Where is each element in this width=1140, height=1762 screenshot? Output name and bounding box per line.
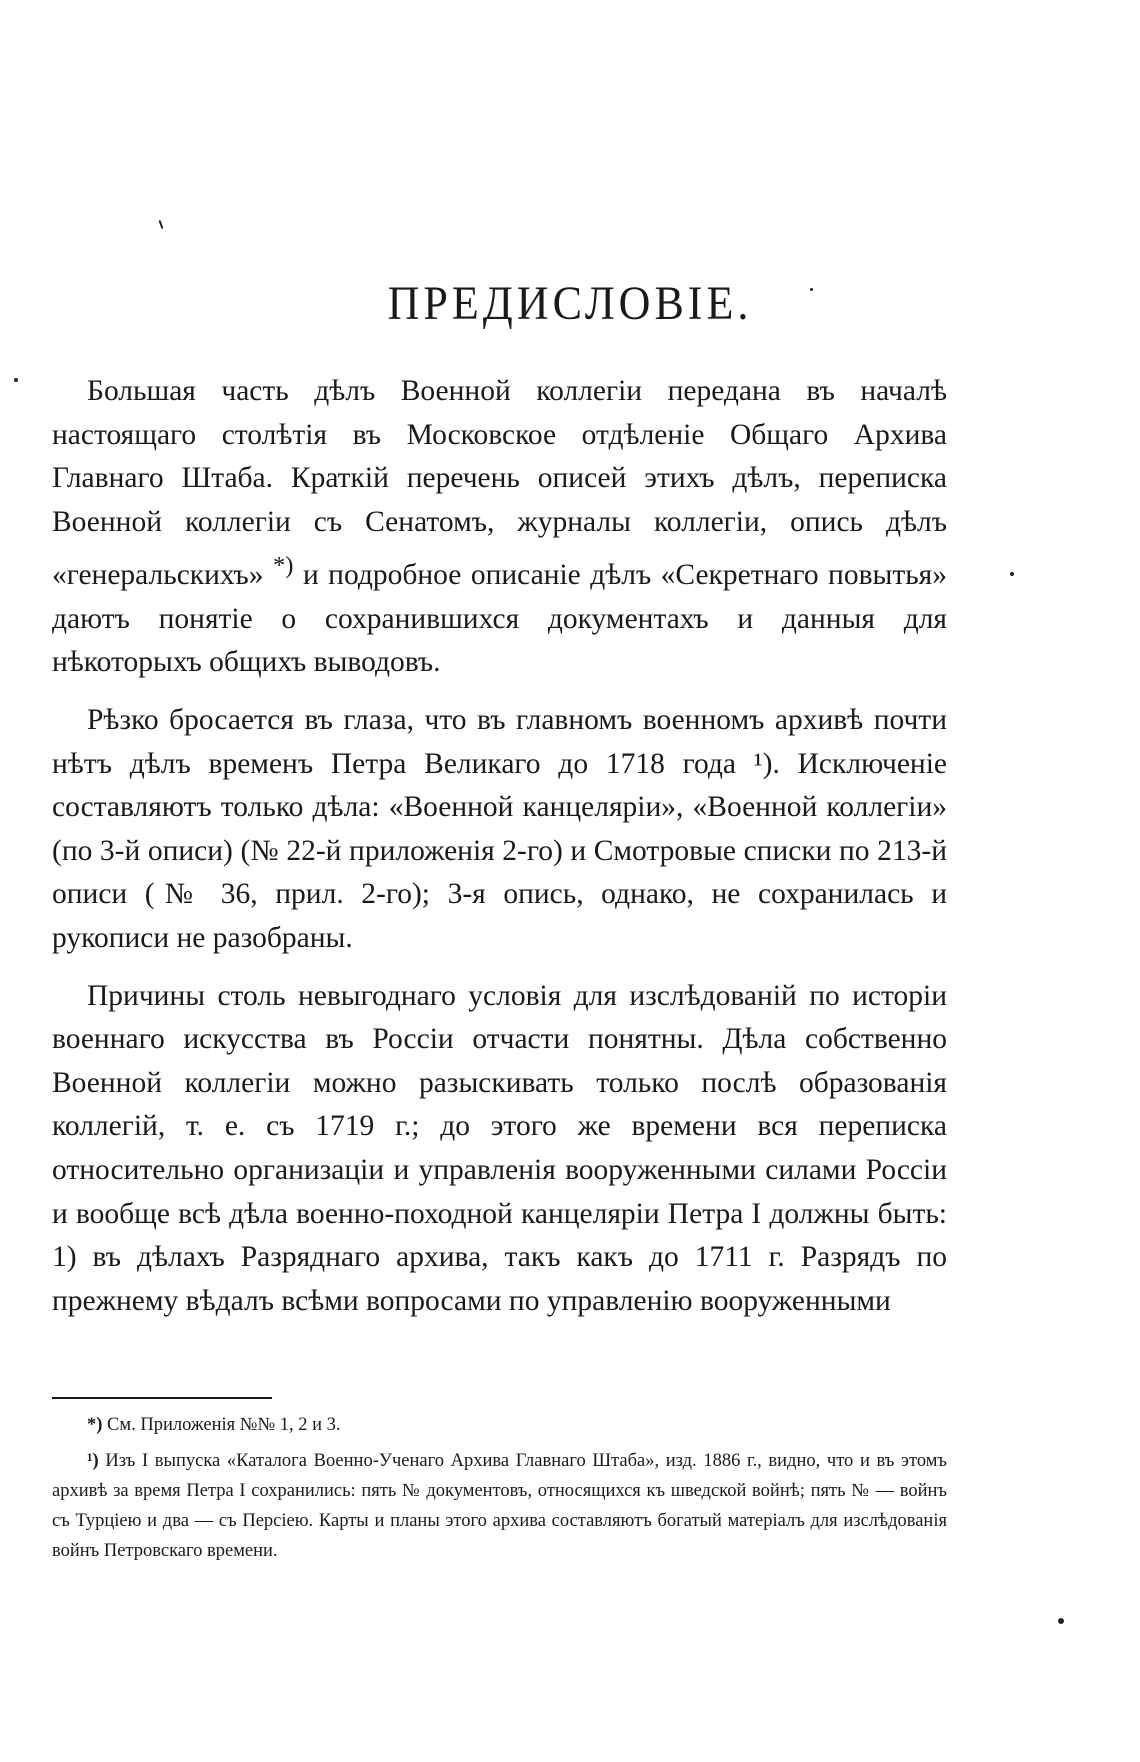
print-speck-bottom xyxy=(1058,1618,1064,1624)
print-speck-top xyxy=(159,220,164,229)
footnote-asterisk-text: См. Приложенія №№ 1, 2 и 3. xyxy=(102,1415,341,1435)
footnote-ref-one: ¹). xyxy=(753,747,780,780)
footnote-one xyxy=(52,1446,947,1566)
footnote-one-mark: ¹) xyxy=(87,1451,99,1471)
paragraph-1-lead: Большая часть дѣлъ Военной коллегіи передана въ началѣ настоящаго столѣтія въ Московское отдѣленіе Общаго Архива Главнаго Штаба. Краткій перечень описей этихъ дѣлъ, переписка Военной коллегіи съ Сенатомъ, журналы коллегіи, опись дѣлъ «генеральскихъ» xyxy=(52,375,947,592)
footnote-one-text: Изъ I выпуска «Каталога Военно-Ученаго Архива Главнаго Штаба», изд. 1886 г., видно, что и въ этомъ архивѣ за время Петра I сохранились: пять № документовъ, относящихся къ шведской войнѣ; пять № — войнъ съ Турціею и два — съ Персіею. Карты и планы этого архива составляютъ богатый матеріалъ для изслѣдованія войнъ Петровскаго времени. xyxy=(52,1451,947,1561)
paragraph-2-tail: Исключеніе составляютъ только дѣла: «Военной канцеляріи», «Военной коллегіи» (по 3-й описи) (№ 22-й приложенія 2-го) и Смотровые списки по 213-й описи (№ 36, прил. 2-го); 3-я опись, однако, не сохранилась и рукописи не разобраны. xyxy=(52,747,947,954)
footnotes xyxy=(52,1410,947,1566)
page-title: ПРЕДИСЛОВІЕ. xyxy=(387,277,753,330)
footnote-asterisk-mark: *) xyxy=(87,1415,103,1435)
footnote-divider xyxy=(52,1397,272,1399)
paragraph-2-lead: Рѣзко бросается въ глаза, что въ главномъ военномъ архивѣ почти нѣтъ дѣлъ временъ Петра Великаго до 1718 года xyxy=(52,703,947,780)
print-speck-left xyxy=(14,378,18,382)
paragraph-1-tail: и подробное описаніе дѣлъ «Секретнаго повытья» даютъ понятіе о сохранившихся документахъ и данныя для нѣкоторыхъ общихъ выводовъ. xyxy=(52,559,948,679)
paragraph-1 xyxy=(52,370,947,685)
paragraph-2 xyxy=(52,699,947,961)
print-speck-right xyxy=(1010,572,1014,576)
footnote-asterisk xyxy=(52,1410,947,1440)
main-text xyxy=(52,370,947,1323)
footnote-ref-asterisk: *) xyxy=(273,552,294,580)
paragraph-3: Причины столь невыгоднаго условія для изслѣдованій по исторіи военнаго искусства въ Россіи отчасти понятны. Дѣла собственно Военной коллегіи можно разыскивать только послѣ образованія коллегій, т. е. съ 1719 г.; до этого же времени вся переписка относительно организаціи и управленія вооруженными силами Россіи и вообще всѣ дѣла военно-походной канцеляріи Петра I должны быть: 1) въ дѣлахъ Разряднаго архива, такъ какъ до 1711 г. Разрядъ по прежнему вѣдалъ всѣми вопросами по управленію вооруженными xyxy=(52,979,947,1317)
